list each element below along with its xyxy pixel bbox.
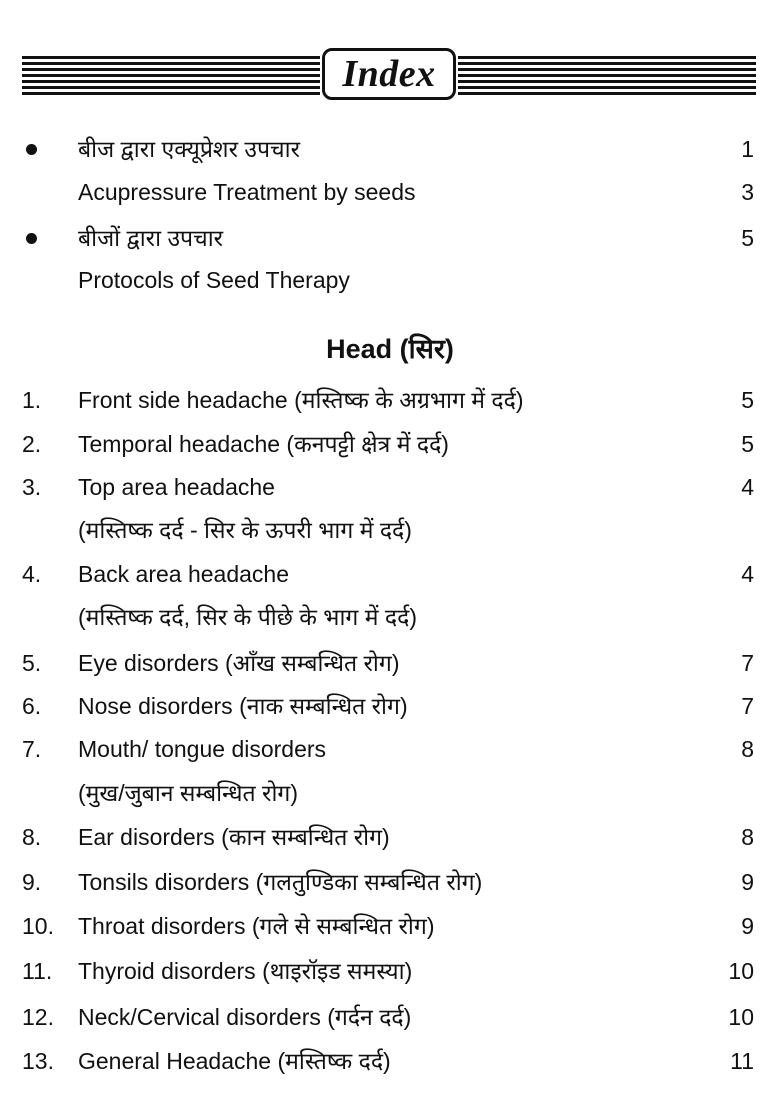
entry-text: Back area headache bbox=[78, 561, 289, 587]
page-number: 5 bbox=[741, 431, 754, 457]
index-title-box bbox=[322, 48, 456, 100]
index-header bbox=[22, 48, 756, 104]
entry-text: Eye disorders (आँख सम्बन्धित रोग) bbox=[78, 650, 400, 676]
page-number: 9 bbox=[741, 913, 754, 939]
header-stripes-right bbox=[458, 56, 756, 96]
page-number: 9 bbox=[741, 869, 754, 895]
index-title: Index bbox=[342, 53, 436, 95]
entry-text: Top area headache bbox=[78, 474, 275, 500]
page-number: 1 bbox=[741, 136, 754, 162]
entry-number: 3. bbox=[22, 474, 42, 500]
page-number: 8 bbox=[741, 824, 754, 850]
intro-entry-text: Acupressure Treatment by seeds bbox=[78, 179, 416, 205]
entry-text: Ear disorders (कान सम्बन्धित रोग) bbox=[78, 824, 390, 850]
intro-entry-text: बीज द्वारा एक्यूप्रेशर उपचार bbox=[78, 136, 301, 162]
page-number: 7 bbox=[741, 650, 754, 676]
header-stripes-left bbox=[22, 56, 320, 96]
entry-text: Neck/Cervical disorders (गर्दन दर्द) bbox=[78, 1004, 412, 1030]
bullet-icon bbox=[26, 144, 37, 155]
entry-number: 6. bbox=[22, 693, 42, 719]
entry-number: 12. bbox=[22, 1004, 54, 1030]
page-number: 5 bbox=[741, 225, 754, 251]
page-number: 11 bbox=[730, 1048, 754, 1074]
entry-text: Throat disorders (गले से सम्बन्धित रोग) bbox=[78, 913, 435, 939]
entry-subtext: (मुख/जुबान सम्बन्धित रोग) bbox=[78, 780, 299, 806]
page-number: 4 bbox=[741, 561, 754, 587]
intro-entry-text: बीजों द्वारा उपचार bbox=[78, 225, 224, 251]
page-number: 8 bbox=[741, 736, 754, 762]
entry-number: 1. bbox=[22, 387, 42, 413]
entry-subtext: (मस्तिष्क दर्द, सिर के पीछे के भाग में दर्द) bbox=[78, 604, 417, 630]
entry-text: Front side headache (मस्तिष्क के अग्रभाग में दर्द) bbox=[78, 387, 524, 413]
page-number: 7 bbox=[741, 693, 754, 719]
entry-number: 13. bbox=[22, 1048, 54, 1074]
page-number: 5 bbox=[741, 387, 754, 413]
entry-number: 5. bbox=[22, 650, 42, 676]
section-heading: Head (सिर) bbox=[326, 334, 454, 364]
intro-entry-text: Protocols of Seed Therapy bbox=[78, 267, 350, 293]
page-number: 3 bbox=[741, 179, 754, 205]
page-number: 4 bbox=[741, 474, 754, 500]
page-number: 10 bbox=[728, 958, 754, 984]
entry-subtext: (मस्तिष्क दर्द - सिर के ऊपरी भाग में दर्द) bbox=[78, 517, 412, 543]
entry-number: 4. bbox=[22, 561, 42, 587]
entry-text: Thyroid disorders (थाइरॉइड समस्या) bbox=[78, 958, 413, 984]
entry-text: Mouth/ tongue disorders bbox=[78, 736, 327, 762]
entry-text: Nose disorders (नाक सम्बन्धित रोग) bbox=[78, 693, 408, 719]
entry-number: 2. bbox=[22, 431, 42, 457]
page-number: 10 bbox=[728, 1004, 754, 1030]
entry-number: 8. bbox=[22, 824, 42, 850]
entry-number: 7. bbox=[22, 736, 42, 762]
entry-text: Tonsils disorders (गलतुण्डिका सम्बन्धित रोग) bbox=[78, 869, 483, 895]
entry-number: 9. bbox=[22, 869, 42, 895]
entry-text: Temporal headache (कनपट्टी क्षेत्र में दर्द) bbox=[78, 431, 449, 457]
bullet-icon bbox=[26, 233, 37, 244]
entry-text: General Headache (मस्तिष्क दर्द) bbox=[78, 1048, 391, 1074]
entry-number: 10. bbox=[22, 913, 54, 939]
entry-number: 11. bbox=[22, 958, 53, 984]
